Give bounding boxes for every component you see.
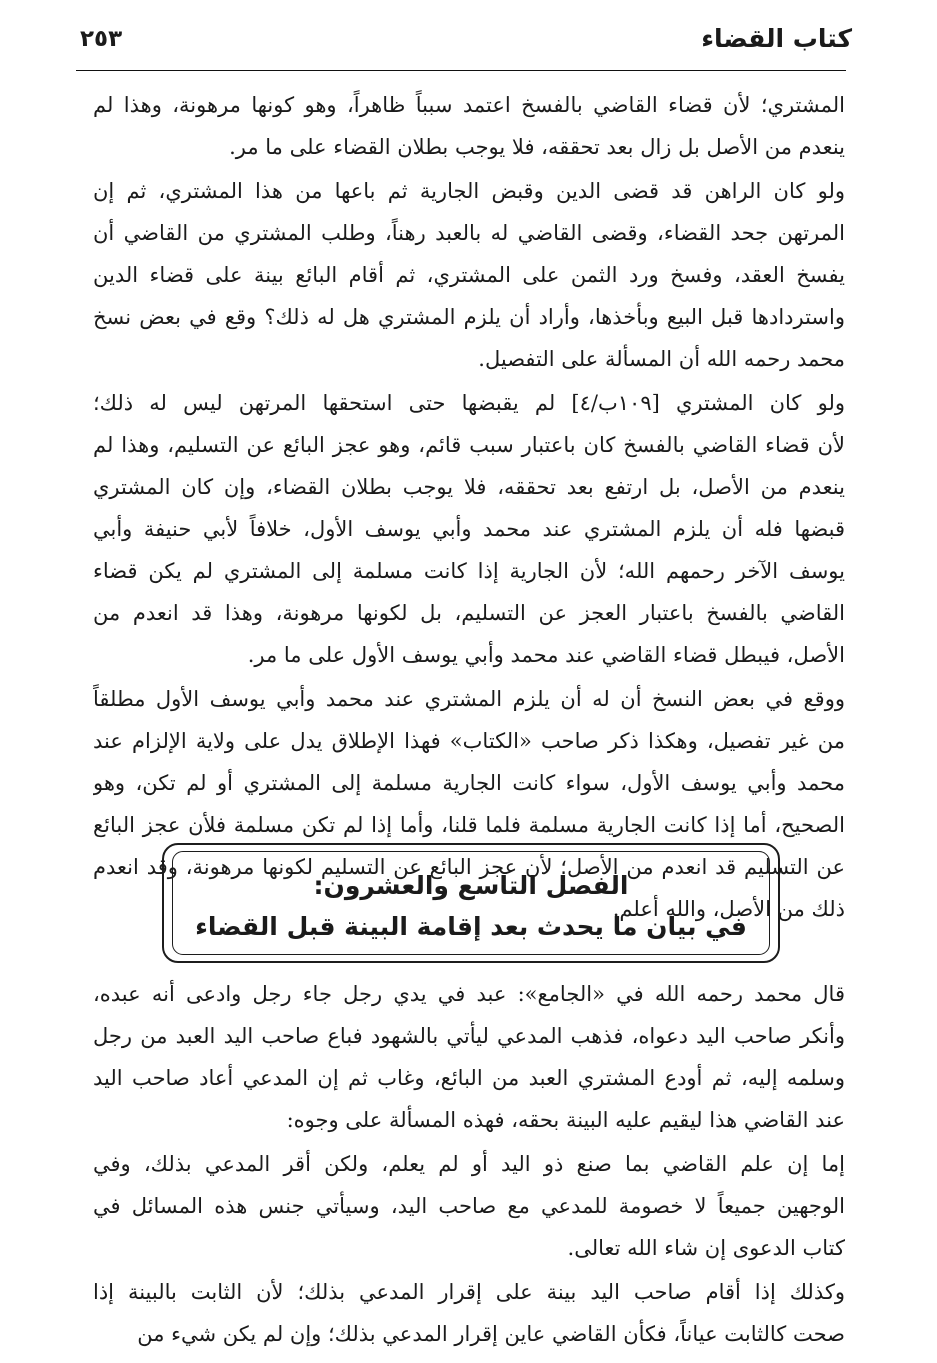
text-line: المرتهن جحد القضاء، وقضى القاضي له بالعبد رهناً، وطلب المشتري من القاضي أن: [93, 221, 845, 245]
text-line: ينعدم من الأصل، بل ارتفع بعد تحققه، فلا يوجب بطلان القضاء، وإن كان المشتري: [93, 475, 845, 499]
text-line: ولو كان المشتري [١٠٩ب/٤] لم يقبضها حتى استحقها المرتهن ليس له ذلك؛: [93, 391, 845, 415]
text-line: وأنكر صاحب اليد دعواه، فذهب المدعي ليأتي بالشهود فباع صاحب اليد العبد من رجل: [93, 1024, 845, 1048]
text-line: الوجهين جميعاً لا خصومة للمدعي مع صاحب اليد، وسيأتي جنس هذه المسائل في: [93, 1194, 845, 1218]
paragraph: [93, 84, 845, 168]
text-line: ووقع في بعض النسخ أن له أن يلزم المشتري عند محمد وأبي يوسف الأول مطلقاً: [93, 687, 845, 711]
chapter-title: الفصل التاسع والعشرون:: [313, 871, 629, 900]
text-line: ينعدم من الأصل بل زال بعد تحققه، فلا يوجب بطلان القضاء على ما مر.: [229, 135, 845, 159]
text-line: من غير تفصيل، وهكذا ذكر صاحب «الكتاب» فهذا الإطلاق يدل على ولاية الإلزام عند: [93, 729, 845, 753]
paragraph: [93, 973, 845, 1141]
text-line: الأصل، فيبطل قضاء القاضي عند محمد وأبي يوسف الأول على ما مر.: [247, 643, 845, 667]
text-line: محمد رحمه الله أن المسألة على التفصيل.: [478, 347, 845, 371]
text-line: كتاب الدعوى إن شاء الله تعالى.: [567, 1236, 845, 1260]
text-line: ذلك من الأصل، والله أعلم.: [612, 897, 845, 921]
paragraph: [93, 1271, 845, 1355]
text-line: إما إن علم القاضي بما صنع ذو اليد أو لم يعلم، ولكن أقر المدعي بذلك، وفي: [93, 1152, 845, 1176]
text-line: عن التسليم قد انعدم من الأصل؛ لأن عجز البائع عن التسليم لكونها مرهونة، وقد انعدم: [93, 855, 845, 879]
text-line: محمد وأبي يوسف الأول، سواء كانت الجارية مسلمة إلى المشتري أو لم تكن، وهو: [93, 771, 845, 795]
chapter-heading-box: [162, 843, 780, 963]
text-line: الصحيح، أما إذا كانت الجارية مسلمة فلما قلنا، وأما إذا لم تكن مسلمة فلأن عجز البائع: [93, 813, 845, 837]
text-line: عند القاضي هذا ليقيم عليه البينة بحقه، فهذه المسألة على وجوه:: [286, 1108, 845, 1132]
text-line: ولو كان الراهن قد قضى الدين وقبض الجارية ثم باعها من هذا المشتري، ثم إن: [93, 179, 845, 203]
text-line: يوسف الآخر رحمهم الله؛ لأن الجارية إذا كانت مسلمة إلى المشتري لم يكن قضاء: [93, 559, 845, 583]
header-divider: [76, 70, 846, 71]
text-line: واستردادها قبل البيع وبأخذها، وأراد أن يلزم المشتري هل له ذلك؟ وقع في بعض نسخ: [93, 305, 845, 329]
text-line: يفسخ العقد، وفسخ ورد الثمن على المشتري، ثم أقام البائع بينة على قضاء الدين: [93, 263, 845, 287]
text-line: لأن قضاء القاضي بالفسخ كان باعتبار سبب قائم، وهو عجز البائع عن التسليم، وهذا لم: [93, 433, 845, 457]
running-title: كتاب القضاء: [701, 24, 852, 53]
text-line: صحت كالثابت عياناً، فكأن القاضي عاين إقرار المدعي بذلك؛ وإن لم يكن شيء من: [137, 1322, 845, 1346]
text-line: وكذلك إذا أقام صاحب اليد بينة على إقرار المدعي بذلك؛ لأن الثابت بالبينة إذا: [93, 1280, 845, 1304]
text-block-top: [93, 84, 845, 932]
text-line: قال محمد رحمه الله في «الجامع»: عبد في يدي رجل جاء رجل وادعى أنه عبده،: [93, 982, 845, 1006]
paragraph: [93, 170, 845, 380]
chapter-subtitle: في بيان ما يحدث بعد إقامة البينة قبل القضاء: [195, 912, 747, 941]
page-number: ٢٥٣: [80, 26, 123, 52]
text-line: القاضي بالفسخ باعتبار العجز عن التسليم، بل لكونها مرهونة، وهذا قد انعدم من: [93, 601, 845, 625]
paragraph: [93, 382, 845, 676]
text-block-bottom: [93, 973, 845, 1357]
text-line: وسلمه إليه، ثم أودع المشتري العبد من البائع، وغاب ثم إن المدعي أعاد صاحب اليد: [93, 1066, 845, 1090]
paragraph: [93, 1143, 845, 1269]
text-line: المشتري؛ لأن قضاء القاضي بالفسخ اعتمد سبباً ظاهراً، وهو كونها مرهونة، وهذا لم: [93, 93, 845, 117]
text-line: قبضها فله أن يلزم المشتري عند محمد وأبي يوسف الأول، خلافاً لأبي حنيفة وأبي: [93, 517, 845, 541]
